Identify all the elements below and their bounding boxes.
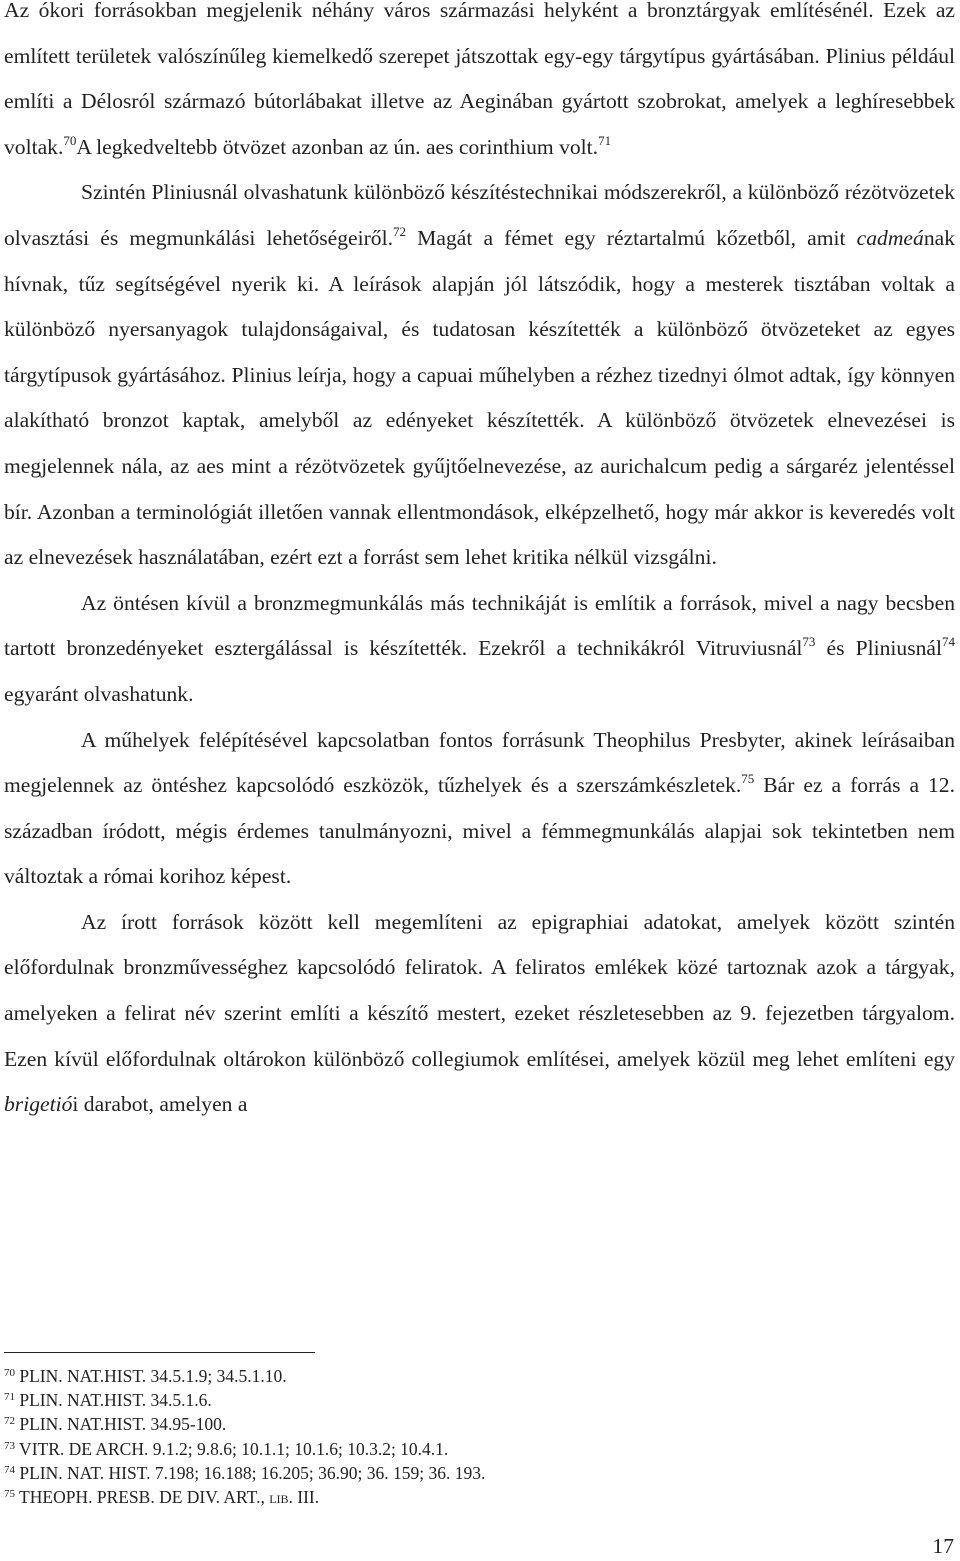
text-run: nak hívnak, tűz segítségével nyerik ki. A leírások alapján jól látszódik, hogy a mesterek tisztában voltak a különböző nyersanyagok tulajdonságaival, és tudatosan készítették a különböző ötvözeteket az egyes tárgytípusok gyártásához. Plinius leírja, hogy a capuai műhelyben a rézhez tizednyi ólmot adtak, így könnyen alakítható bronzot kaptak, amelyből az edényeket készítették. A különböző ötvözetek elnevezései is megjelennek nála, az aes mint a rézötvözetek gyűjtőelnevezése, az aurichalcum pedig a sárgaréz jelentéssel bír. Azonban a terminológiát illetően vannak ellentmondások, elképzelhető, hogy már akkor is keveredés volt az elnevezések használatában, ezért ezt a forrást sem lehet kritika nélkül vizsgálni. <box>4 225 955 570</box>
text-run: Az öntésen kívül a bronzmegmunkálás más technikáját is említik a források, mivel a nagy becsben tartott bronzedényeket esztergálással is készítették. Ezekről a technikákról Vitruviusnál <box>4 590 955 661</box>
footnote-number: 73 <box>4 1439 15 1452</box>
footnote-number: 71 <box>4 1391 15 1404</box>
footnote-text: PLIN. NAT.HIST. 34.5.1.6. <box>15 1390 212 1411</box>
italic-text: cadmeá <box>856 225 924 250</box>
text-run: Az ókori forrásokban megjelenik néhány város származási helyként a bronztárgyak említésénél. Ezek az említett területek valószínűleg kiemelkedő szerepet játszottak egy-egy tárgytípus gyártásában. Plinius például említi a Délosról származó bútorlábakat illetve az Aeginában gyártott szobrokat, amelyek a leghíresebbek voltak. <box>4 0 955 159</box>
text-run: A legkedveltebb ötvözet azonban az ún. aes corinthium volt. <box>76 134 599 159</box>
footnote <box>4 1388 944 1412</box>
text-run: és Pliniusnál <box>815 636 942 661</box>
footnote <box>4 1461 944 1485</box>
footnote-reference: 73 <box>802 634 816 650</box>
text-run: Az írott források között kell megemlíteni az epigraphiai adatokat, amelyek között szintén előfordulnak bronzművességhez kapcsolódó feliratok. A feliratos emlékek közé tartoznak azok a tárgyak, amelyeken a felirat név szerint említi a készítő mestert, ezeket részletesebben az 9. fejezetben tárgyalom. Ezen kívül előfordulnak oltárokon különböző collegiumok említései, amelyek közül meg lehet említeni egy <box>4 909 955 1071</box>
footnote-text: PLIN. NAT. HIST. 7.198; 16.188; 16.205; 36.90; 36. 159; 36. 193. <box>15 1462 486 1483</box>
paragraph <box>4 581 955 718</box>
footnote <box>4 1437 944 1461</box>
text-run: A műhelyek felépítésével kapcsolatban fontos forrásunk Theophilus Presbyter, akinek leírásaiban megjelennek az öntéshez kapcsolódó eszközök, tűzhelyek és a szerszámkészletek. <box>4 727 955 798</box>
footnote <box>4 1412 944 1436</box>
footnotes <box>4 1364 944 1509</box>
footnote-text: PLIN. NAT.HIST. 34.95-100. <box>15 1414 227 1435</box>
paragraph <box>4 900 955 1128</box>
body-text <box>4 0 955 1128</box>
footnote-text: PLIN. NAT.HIST. 34.5.1.9; 34.5.1.10. <box>15 1366 287 1386</box>
footnote-reference: 72 <box>393 223 407 239</box>
footnote <box>4 1485 944 1509</box>
footnote-number: 75 <box>4 1488 15 1501</box>
text-run: i darabot, amelyen a <box>72 1092 248 1117</box>
footnote-reference: 70 <box>63 132 77 148</box>
footnote-reference: 74 <box>942 634 955 650</box>
paragraph <box>4 0 955 170</box>
italic-text: brigetió <box>4 1092 73 1117</box>
text-run: egyaránt olvashatunk. <box>4 681 194 706</box>
paragraph <box>4 170 955 580</box>
text-run: Bár ez a forrás a 12. században íródott, mégis érdemes tanulmányozni, mivel a fémmegmunkálás alapjai sok tekintetben nem változtak a római korihoz képest. <box>4 773 955 889</box>
footnote-text: THEOPH. PRESB. DE DIV. ART., lib. III. <box>15 1487 320 1508</box>
paragraph <box>4 718 955 900</box>
page-number: 17 <box>932 1534 954 1558</box>
footnote-separator <box>4 1352 315 1353</box>
footnote-reference: 75 <box>741 771 755 787</box>
text-run: Magát a fémet egy réztartalmú kőzetből, amit <box>406 225 857 250</box>
footnote-number: 74 <box>4 1463 15 1476</box>
footnote-text: VITR. DE ARCH. 9.1.2; 9.8.6; 10.1.1; 10.1.6; 10.3.2; 10.4.1. <box>15 1438 449 1459</box>
text-run: Szintén Pliniusnál olvashatunk különböző készítéstechnikai módszerekről, a különböző rézötvözetek olvasztási és megmunkálási lehetőségeiről. <box>4 180 955 250</box>
footnote-number: 72 <box>4 1415 15 1428</box>
footnote <box>4 1364 944 1388</box>
footnote-reference: 71 <box>598 132 612 148</box>
footnote-number: 70 <box>4 1367 15 1379</box>
